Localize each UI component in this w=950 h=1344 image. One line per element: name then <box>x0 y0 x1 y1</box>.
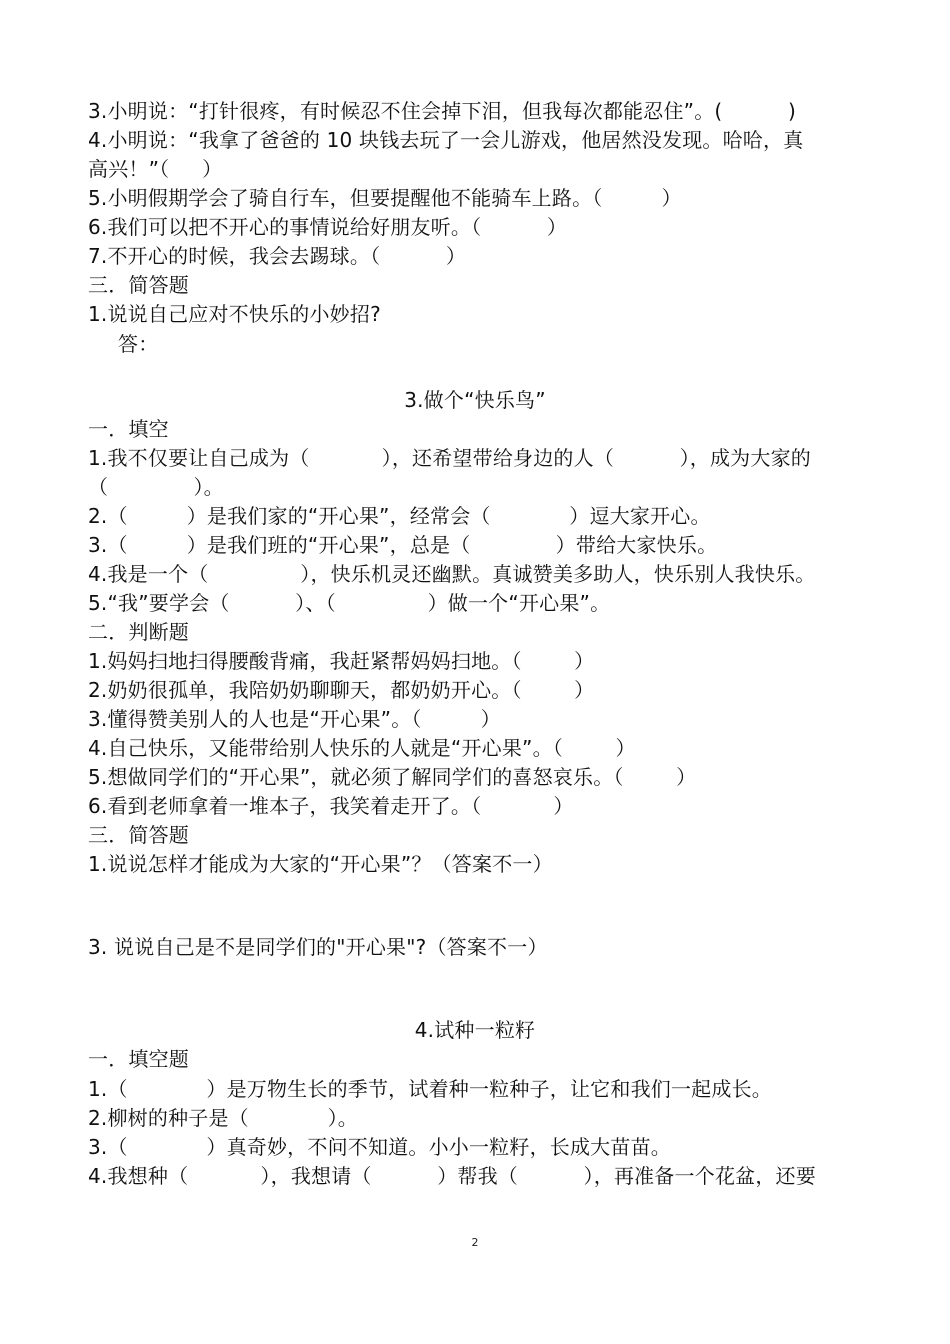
judgement-item-3: 3.懂得赞美别人的人也是“开心果”。（ ） <box>88 707 501 731</box>
fill-blank-item-4: 4.我想种（ ），我想请（ ）帮我（ ），再准备一个花盆，还要 <box>88 1164 816 1188</box>
fill-blank-item-2: 2.柳树的种子是（ ）。 <box>88 1106 358 1130</box>
short-answer-item-1: 1.说说怎样才能成为大家的“开心果”？（答案不一） <box>88 852 553 876</box>
short-answer-item-1: 1.说说自己应对不快乐的小妙招? <box>88 302 381 326</box>
fill-blank-item-3: 3.（ ）是我们班的“开心果”，总是（ ）带给大家快乐。 <box>88 533 718 557</box>
judgement-item-4-line1: 4.小明说：“我拿了爸爸的 10 块钱去玩了一会儿游戏，他居然没发现。哈哈，真 <box>88 128 804 152</box>
fill-blank-item-1-line2: （ ）。 <box>88 475 224 499</box>
page-number: 2 <box>471 1236 479 1249</box>
short-answer-heading: 三．简答题 <box>88 823 189 847</box>
short-answer-item-3: 3. 说说自己是不是同学们的"开心果"?（答案不一） <box>88 935 548 959</box>
fill-blank-item-3: 3.（ ）真奇妙，不问不知道。小小一粒籽，长成大苗苗。 <box>88 1135 671 1159</box>
judgement-item-6: 6.我们可以把不开心的事情说给好朋友听。（ ） <box>88 215 568 239</box>
judgement-item-7: 7.不开心的时候，我会去踢球。（ ） <box>88 244 467 268</box>
judgement-heading: 二．判断题 <box>88 620 189 644</box>
fill-blank-item-4: 4.我是一个（ ），快乐机灵还幽默。真诚赞美多助人，快乐别人我快乐。 <box>88 562 816 586</box>
judgement-item-4-line2: 高兴！”（ ） <box>88 157 223 181</box>
judgement-item-2: 2.奶奶很孤单，我陪奶奶聊聊天，都奶奶开心。（ ） <box>88 678 595 702</box>
fill-blank-heading: 一．填空题 <box>88 1047 189 1071</box>
judgement-item-4: 4.自己快乐，又能带给别人快乐的人就是“开心果”。（ ） <box>88 736 636 760</box>
judgement-item-6: 6.看到老师拿着一堆本子，我笑着走开了。（ ） <box>88 794 574 818</box>
fill-blank-item-1: 1.（ ）是万物生长的季节，试着种一粒种子，让它和我们一起成长。 <box>88 1077 772 1101</box>
answer-label: 答： <box>118 332 159 356</box>
judgement-item-1: 1.妈妈扫地扫得腰酸背痛，我赶紧帮妈妈扫地。（ ） <box>88 649 595 673</box>
fill-blank-item-5: 5.“我”要学会（ ）、（ ）做一个“开心果”。 <box>88 591 611 615</box>
short-answer-heading: 三．简答题 <box>88 273 189 297</box>
fill-blank-item-1-line1: 1.我不仅要让自己成为（ ），还希望带给身边的人（ ），成为大家的 <box>88 446 811 470</box>
judgement-item-3: 3.小明说：“打针很疼，有时候忍不住会掉下泪，但我每次都能忍住”。( ) <box>88 99 796 123</box>
fill-blank-item-2: 2.（ ）是我们家的“开心果”，经常会（ ）逗大家开心。 <box>88 504 711 528</box>
fill-blank-heading: 一．填空 <box>88 417 169 441</box>
judgement-item-5: 5.想做同学们的“开心果”，就必须了解同学们的喜怒哀乐。（ ） <box>88 765 697 789</box>
judgement-item-5: 5.小明假期学会了骑自行车，但要提醒他不能骑车上路。（ ） <box>88 186 682 210</box>
section-title: 4.试种一粒籽 <box>414 1018 536 1042</box>
section-title: 3.做个“快乐鸟” <box>404 388 546 412</box>
